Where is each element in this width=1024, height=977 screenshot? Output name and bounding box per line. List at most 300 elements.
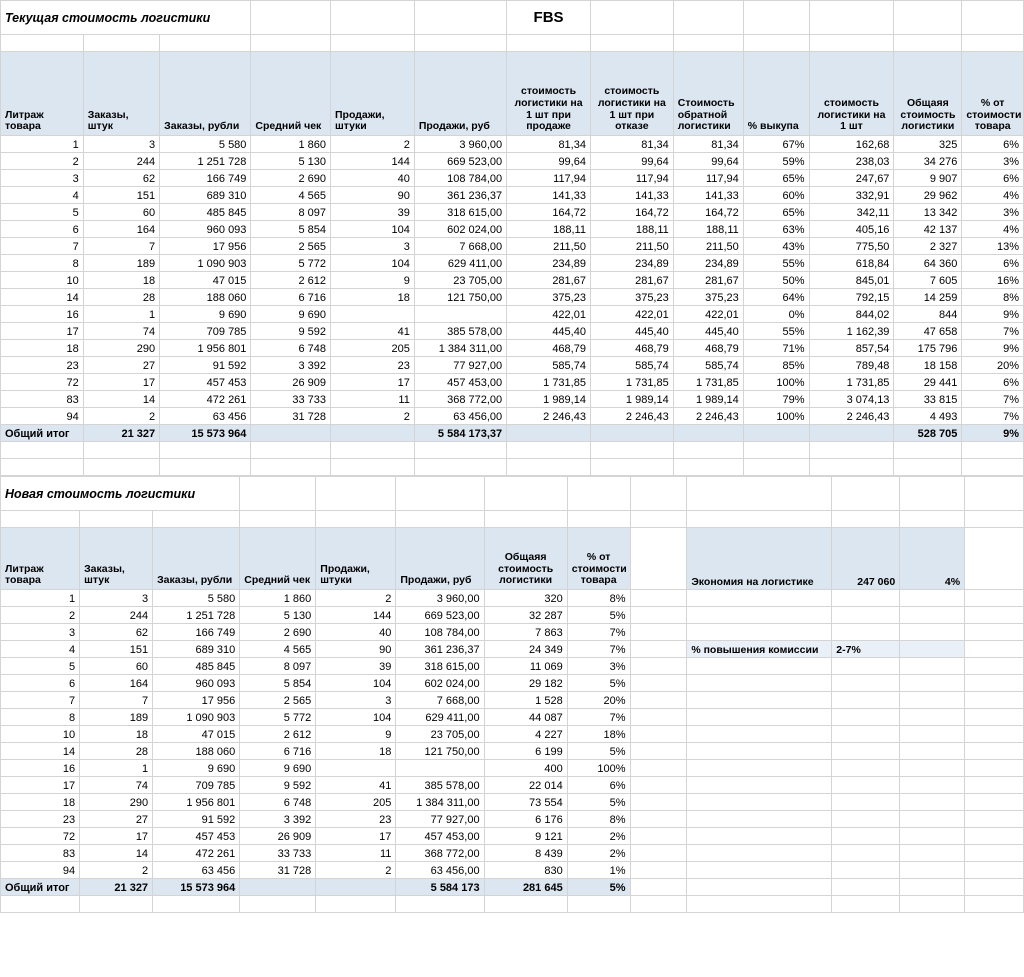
gap-cell xyxy=(832,675,900,692)
cell: 368 772,00 xyxy=(414,391,506,408)
cell: 468,79 xyxy=(673,340,743,357)
cell: 29 182 xyxy=(484,675,567,692)
cell: 400 xyxy=(484,760,567,777)
cell: 6% xyxy=(962,136,1024,153)
cell: 2 565 xyxy=(240,692,316,709)
total-cell: 9% xyxy=(962,425,1024,442)
gap-cell xyxy=(900,726,965,743)
column-header: % от стоимости товара xyxy=(567,528,630,590)
gap-cell xyxy=(900,828,965,845)
cell: 23 xyxy=(316,811,396,828)
cell: 117,94 xyxy=(673,170,743,187)
title-filler-cell xyxy=(484,477,567,511)
cell: 23 705,00 xyxy=(396,726,484,743)
cell: 318 615,00 xyxy=(396,658,484,675)
blank-cell xyxy=(240,896,316,913)
cell: 188,11 xyxy=(673,221,743,238)
cell: 28 xyxy=(80,743,153,760)
blank-cell xyxy=(316,896,396,913)
cell: 144 xyxy=(331,153,415,170)
cell: 8 097 xyxy=(240,658,316,675)
cell: 8 097 xyxy=(251,204,331,221)
blank-cell xyxy=(567,896,630,913)
total-cell: 15 573 964 xyxy=(153,879,240,896)
gap-cell xyxy=(832,726,900,743)
blank-cell xyxy=(507,442,591,459)
cell: 17 xyxy=(1,323,84,340)
cell: 11 xyxy=(316,845,396,862)
cell: 60 xyxy=(80,658,153,675)
cell: 585,74 xyxy=(590,357,673,374)
cell: 472 261 xyxy=(153,845,240,862)
cell: 151 xyxy=(83,187,159,204)
table-row xyxy=(1,607,1024,624)
new-logistics-table xyxy=(0,476,1024,913)
cell: 23 xyxy=(1,357,84,374)
gap-cell xyxy=(687,777,832,794)
gap-cell xyxy=(965,794,1024,811)
gap-cell xyxy=(832,794,900,811)
cell: 74 xyxy=(83,323,159,340)
cell: 188 060 xyxy=(153,743,240,760)
cell: 121 750,00 xyxy=(414,289,506,306)
cell: 844,02 xyxy=(809,306,894,323)
cell: 8% xyxy=(567,811,630,828)
cell: 2 246,43 xyxy=(590,408,673,425)
cell: 94 xyxy=(1,862,80,879)
cell: 468,79 xyxy=(507,340,591,357)
blank-cell xyxy=(743,459,809,476)
column-header: Заказы, рубли xyxy=(153,528,240,590)
cell: 14 259 xyxy=(894,289,962,306)
gap-cell xyxy=(687,607,832,624)
cell: 457 453 xyxy=(160,374,251,391)
blank-cell xyxy=(894,35,962,52)
blank-cell xyxy=(83,442,159,459)
cell: 2 565 xyxy=(251,238,331,255)
cell: 85% xyxy=(743,357,809,374)
cell: 9 690 xyxy=(240,760,316,777)
total-cell: 5% xyxy=(567,879,630,896)
cell: 585,74 xyxy=(673,357,743,374)
cell: 64% xyxy=(743,289,809,306)
gap-cell xyxy=(832,811,900,828)
cell: 1 384 311,00 xyxy=(396,794,484,811)
blank-cell xyxy=(251,442,331,459)
gap-cell xyxy=(900,879,965,896)
cell: 141,33 xyxy=(507,187,591,204)
section2-title: Новая стоимость логистики xyxy=(1,477,240,511)
cell: 14 xyxy=(1,289,84,306)
cell: 3 xyxy=(80,590,153,607)
table-row xyxy=(1,153,1024,170)
column-header: Заказы, рубли xyxy=(160,52,251,136)
gap-cell xyxy=(965,624,1024,641)
table-row xyxy=(1,289,1024,306)
title-filler-cell xyxy=(316,477,396,511)
cell: 104 xyxy=(331,221,415,238)
cell: 7% xyxy=(962,408,1024,425)
cell: 1 989,14 xyxy=(590,391,673,408)
cell: 20% xyxy=(567,692,630,709)
cell: 3 960,00 xyxy=(396,590,484,607)
blank-cell xyxy=(414,35,506,52)
cell: 4 493 xyxy=(894,408,962,425)
cell: 164 xyxy=(83,221,159,238)
table-row xyxy=(1,675,1024,692)
cell: 2 246,43 xyxy=(673,408,743,425)
cell: 318 615,00 xyxy=(414,204,506,221)
cell: 6 748 xyxy=(240,794,316,811)
cell: 11 069 xyxy=(484,658,567,675)
column-header: % от стоимости товара xyxy=(962,52,1024,136)
blank-cell xyxy=(153,511,240,528)
cell: 4 565 xyxy=(240,641,316,658)
cell: 669 523,00 xyxy=(414,153,506,170)
cell: 144 xyxy=(316,607,396,624)
cell: 81,34 xyxy=(590,136,673,153)
section1-title: Текущая стоимость логистики xyxy=(1,1,251,35)
blank-cell xyxy=(414,459,506,476)
cell: 1 251 728 xyxy=(153,607,240,624)
gap-cell xyxy=(630,624,687,641)
savings-label: Экономия на логистике xyxy=(687,528,832,590)
gap-cell xyxy=(630,879,687,896)
cell: 9% xyxy=(962,306,1024,323)
cell: 422,01 xyxy=(507,306,591,323)
table-row xyxy=(1,187,1024,204)
gap-cell xyxy=(687,794,832,811)
commission-filler xyxy=(900,641,965,658)
cell: 4% xyxy=(962,187,1024,204)
blank-cell xyxy=(965,896,1024,913)
header-row xyxy=(1,52,1024,136)
column-header: % выкупа xyxy=(743,52,809,136)
blank-cell xyxy=(160,35,251,52)
blank-cell xyxy=(484,511,567,528)
cell: 189 xyxy=(80,709,153,726)
title-filler-cell xyxy=(832,477,900,511)
cell: 205 xyxy=(316,794,396,811)
blank-cell xyxy=(832,896,900,913)
cell: 2 246,43 xyxy=(809,408,894,425)
cell: 1 162,39 xyxy=(809,323,894,340)
cell: 18 xyxy=(80,726,153,743)
cell: 3 392 xyxy=(251,357,331,374)
cell: 67% xyxy=(743,136,809,153)
cell: 422,01 xyxy=(673,306,743,323)
title-row xyxy=(1,1,1024,35)
cell: 33 733 xyxy=(240,845,316,862)
cell: 602 024,00 xyxy=(396,675,484,692)
cell: 3 392 xyxy=(240,811,316,828)
cell: 5 130 xyxy=(251,153,331,170)
gap-cell xyxy=(965,709,1024,726)
cell: 100% xyxy=(743,408,809,425)
blank-row xyxy=(1,511,1024,528)
cell: 8% xyxy=(567,590,630,607)
cell: 7 668,00 xyxy=(414,238,506,255)
cell: 16 xyxy=(1,760,80,777)
cell: 4 227 xyxy=(484,726,567,743)
gap-cell xyxy=(965,607,1024,624)
table-row xyxy=(1,624,1024,641)
gap-cell xyxy=(832,692,900,709)
title-filler-cell xyxy=(590,1,673,35)
cell: 23 705,00 xyxy=(414,272,506,289)
cell: 290 xyxy=(83,340,159,357)
cell: 792,15 xyxy=(809,289,894,306)
blank-cell xyxy=(507,35,591,52)
column-header: Общаяя стоимость логистики xyxy=(484,528,567,590)
title-filler-cell xyxy=(809,1,894,35)
cell: 17 xyxy=(83,374,159,391)
title-filler-cell xyxy=(331,1,415,35)
cell: 63 456,00 xyxy=(414,408,506,425)
cell: 445,40 xyxy=(673,323,743,340)
cell: 99,64 xyxy=(673,153,743,170)
gap-cell xyxy=(630,658,687,675)
total-cell xyxy=(590,425,673,442)
cell: 6% xyxy=(962,170,1024,187)
cell: 1 xyxy=(1,136,84,153)
cell: 789,48 xyxy=(809,357,894,374)
blank-cell xyxy=(83,459,159,476)
blank-cell xyxy=(673,442,743,459)
blank-cell xyxy=(80,511,153,528)
cell: 62 xyxy=(83,170,159,187)
cell: 1 956 801 xyxy=(153,794,240,811)
gap-cell xyxy=(630,743,687,760)
cell: 17 xyxy=(331,374,415,391)
cell: 9 xyxy=(331,272,415,289)
cell: 585,74 xyxy=(507,357,591,374)
cell: 2 327 xyxy=(894,238,962,255)
gap-cell xyxy=(630,777,687,794)
cell: 164,72 xyxy=(590,204,673,221)
column-header: Заказы, штук xyxy=(80,528,153,590)
cell: 8 439 xyxy=(484,845,567,862)
cell: 5 xyxy=(1,658,80,675)
cell: 33 815 xyxy=(894,391,962,408)
blank-cell xyxy=(1,896,80,913)
blank-cell xyxy=(160,459,251,476)
cell: 77 927,00 xyxy=(414,357,506,374)
cell: 9 690 xyxy=(160,306,251,323)
cell: 457 453,00 xyxy=(414,374,506,391)
cell: 960 093 xyxy=(153,675,240,692)
gap-cell xyxy=(687,845,832,862)
table-row xyxy=(1,794,1024,811)
table-row xyxy=(1,170,1024,187)
table-row xyxy=(1,272,1024,289)
cell: 2% xyxy=(567,828,630,845)
title-filler-cell xyxy=(965,477,1024,511)
cell: 14 xyxy=(1,743,80,760)
cell: 9% xyxy=(962,340,1024,357)
blank-cell xyxy=(83,35,159,52)
blank-cell xyxy=(743,35,809,52)
blank-cell xyxy=(630,511,687,528)
cell: 1 860 xyxy=(240,590,316,607)
cell: 2 690 xyxy=(251,170,331,187)
cell: 2 xyxy=(1,153,84,170)
cell: 6% xyxy=(962,255,1024,272)
cell: 99,64 xyxy=(507,153,591,170)
cell: 211,50 xyxy=(673,238,743,255)
cell: 618,84 xyxy=(809,255,894,272)
cell: 2 xyxy=(331,136,415,153)
cell: 72 xyxy=(1,374,84,391)
table-row xyxy=(1,204,1024,221)
cell: 65% xyxy=(743,204,809,221)
gap-cell xyxy=(900,811,965,828)
cell: 5% xyxy=(567,607,630,624)
cell: 6% xyxy=(567,777,630,794)
cell: 2 xyxy=(331,408,415,425)
blank-row xyxy=(1,459,1024,476)
cell: 44 087 xyxy=(484,709,567,726)
cell: 709 785 xyxy=(153,777,240,794)
cell: 47 015 xyxy=(153,726,240,743)
cell: 6 716 xyxy=(240,743,316,760)
cell: 361 236,37 xyxy=(414,187,506,204)
total-cell xyxy=(316,879,396,896)
table-row xyxy=(1,777,1024,794)
gap-cell xyxy=(965,590,1024,607)
gap-cell xyxy=(630,845,687,862)
gap-cell xyxy=(687,624,832,641)
blank-cell xyxy=(590,442,673,459)
cell: 3 xyxy=(331,238,415,255)
cell: 18 xyxy=(83,272,159,289)
column-header: стоимость логистики на 1 шт xyxy=(809,52,894,136)
cell: 29 441 xyxy=(894,374,962,391)
cell: 602 024,00 xyxy=(414,221,506,238)
cell: 709 785 xyxy=(160,323,251,340)
total-cell xyxy=(251,425,331,442)
cell: 29 962 xyxy=(894,187,962,204)
blank-cell xyxy=(900,896,965,913)
cell: 63 456,00 xyxy=(396,862,484,879)
cell: 79% xyxy=(743,391,809,408)
table-row xyxy=(1,221,1024,238)
cell: 141,33 xyxy=(590,187,673,204)
cell: 59% xyxy=(743,153,809,170)
cell: 342,11 xyxy=(809,204,894,221)
cell: 8 xyxy=(1,709,80,726)
cell: 1 251 728 xyxy=(160,153,251,170)
cell: 162,68 xyxy=(809,136,894,153)
cell: 166 749 xyxy=(153,624,240,641)
total-cell xyxy=(331,425,415,442)
cell: 34 276 xyxy=(894,153,962,170)
cell: 24 349 xyxy=(484,641,567,658)
cell: 1 090 903 xyxy=(153,709,240,726)
gap-cell xyxy=(900,794,965,811)
cell xyxy=(414,306,506,323)
cell: 9 xyxy=(316,726,396,743)
cell: 1 xyxy=(1,590,80,607)
table-row xyxy=(1,136,1024,153)
table-row xyxy=(1,357,1024,374)
cell: 485 845 xyxy=(153,658,240,675)
gap-cell xyxy=(687,862,832,879)
gap-cell xyxy=(832,709,900,726)
cell: 77 927,00 xyxy=(396,811,484,828)
total-row xyxy=(1,425,1024,442)
gap-cell xyxy=(832,658,900,675)
column-header: Литраж товара xyxy=(1,52,84,136)
column-header: Средний чек xyxy=(251,52,331,136)
cell: 3 xyxy=(83,136,159,153)
cell: 50% xyxy=(743,272,809,289)
cell: 1% xyxy=(567,862,630,879)
gap-cell xyxy=(965,743,1024,760)
cell: 9 690 xyxy=(251,306,331,323)
cell: 281,67 xyxy=(507,272,591,289)
current-logistics-table xyxy=(0,0,1024,476)
cell: 41 xyxy=(316,777,396,794)
cell: 1 989,14 xyxy=(507,391,591,408)
table-row xyxy=(1,811,1024,828)
blank-cell xyxy=(160,442,251,459)
cell: 375,23 xyxy=(590,289,673,306)
cell: 4 xyxy=(1,187,84,204)
total-cell: 15 573 964 xyxy=(160,425,251,442)
cell: 7 xyxy=(1,692,80,709)
cell: 43% xyxy=(743,238,809,255)
gap-cell xyxy=(900,743,965,760)
cell: 281,67 xyxy=(673,272,743,289)
cell: 2 xyxy=(1,607,80,624)
table-row xyxy=(1,709,1024,726)
cell: 104 xyxy=(316,675,396,692)
cell: 17 956 xyxy=(153,692,240,709)
blank-cell xyxy=(1,35,84,52)
cell: 28 xyxy=(83,289,159,306)
gap-cell xyxy=(965,879,1024,896)
cell: 31 728 xyxy=(251,408,331,425)
cell: 445,40 xyxy=(507,323,591,340)
cell: 31 728 xyxy=(240,862,316,879)
gap-cell xyxy=(900,862,965,879)
cell: 41 xyxy=(331,323,415,340)
cell: 468,79 xyxy=(590,340,673,357)
total-cell: 528 705 xyxy=(894,425,962,442)
total-cell: 21 327 xyxy=(83,425,159,442)
total-label: Общий итог xyxy=(1,879,80,896)
table-row xyxy=(1,408,1024,425)
cell: 205 xyxy=(331,340,415,357)
cell: 960 093 xyxy=(160,221,251,238)
gap-cell xyxy=(832,862,900,879)
blank-cell xyxy=(396,511,484,528)
cell: 47 658 xyxy=(894,323,962,340)
header-row-2 xyxy=(1,528,1024,590)
cell: 14 xyxy=(80,845,153,862)
gap-cell xyxy=(965,726,1024,743)
blank-cell xyxy=(590,459,673,476)
cell: 6 199 xyxy=(484,743,567,760)
cell: 62 xyxy=(80,624,153,641)
cell: 3% xyxy=(962,153,1024,170)
blank-cell xyxy=(396,896,484,913)
cell: 244 xyxy=(83,153,159,170)
gap-cell xyxy=(630,794,687,811)
cell: 90 xyxy=(316,641,396,658)
cell: 23 xyxy=(1,811,80,828)
